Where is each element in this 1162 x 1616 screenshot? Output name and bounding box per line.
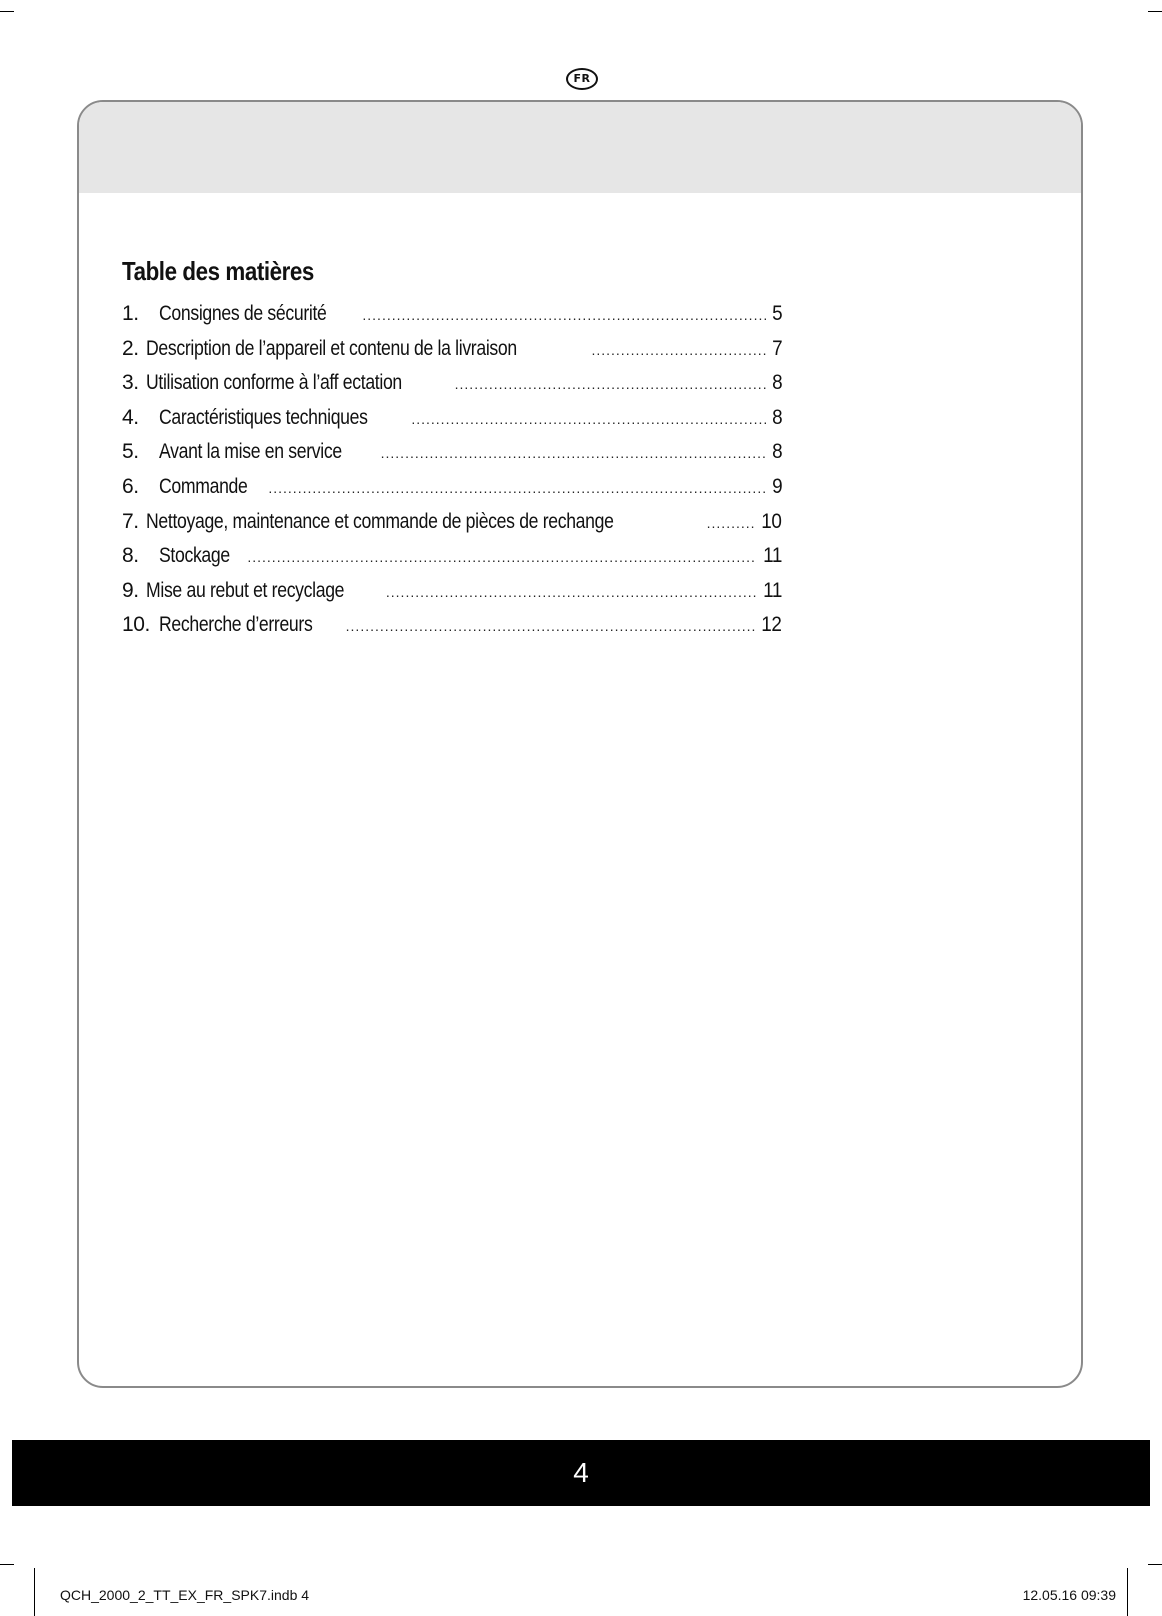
toc-entry-label: Utilisation conforme à l’aff ectation <box>146 371 402 395</box>
toc-leader <box>268 480 766 496</box>
toc-entry <box>122 371 782 406</box>
toc-entry-number: 8. <box>122 544 139 568</box>
toc-entry-page: 8 <box>771 405 782 429</box>
toc-entry-label: Nettoyage, maintenance et commande de pièces de rechange <box>146 509 614 533</box>
print-file-info: QCH_2000_2_TT_EX_FR_SPK7.indb 4 <box>60 1587 310 1603</box>
toc-leader <box>362 307 766 323</box>
toc-entry-number: 4. <box>122 405 139 429</box>
toc-entry-page: 9 <box>771 474 782 498</box>
toc-entry <box>122 440 782 475</box>
crop-mark <box>1127 1568 1128 1616</box>
toc-leader <box>247 549 757 565</box>
toc-entry <box>122 510 782 545</box>
toc-leader <box>591 342 766 358</box>
toc-entry <box>122 544 782 579</box>
toc-entry-number: 3. <box>122 371 139 395</box>
toc-entry-number: 5. <box>122 440 139 464</box>
crop-mark <box>1148 1564 1162 1565</box>
crop-mark <box>1148 11 1162 12</box>
toc-entry-label: Consignes de sécurité <box>159 302 327 325</box>
toc-entry-page: 11 <box>763 578 782 602</box>
toc-entry-label: Mise au rebut et recyclage <box>146 578 345 602</box>
crop-mark <box>0 1564 14 1565</box>
page-number-bar <box>12 1440 1150 1506</box>
toc-entry-label: Caractéristiques techniques <box>159 405 368 429</box>
toc-entry-page: 10 <box>761 509 782 533</box>
content-panel <box>77 100 1083 1388</box>
toc-entry-label: Stockage <box>159 544 230 568</box>
toc-entry-page: 8 <box>771 440 782 464</box>
toc-entry <box>122 613 782 648</box>
toc-entry-label: Commande <box>159 474 248 498</box>
toc-entry-label: Avant la mise en service <box>159 440 342 464</box>
toc-entry <box>122 579 782 614</box>
toc-entry <box>122 475 782 510</box>
panel-header-band <box>79 102 1081 193</box>
language-badge: FR <box>566 68 598 90</box>
toc-entry-number: 7. <box>122 509 139 533</box>
toc-entry <box>122 337 782 372</box>
toc-entry-number: 10. <box>122 613 150 637</box>
toc-leader <box>455 376 767 392</box>
toc-entry-number: 1. <box>122 302 139 325</box>
toc-entry-label: Recherche d’erreurs <box>159 613 313 637</box>
toc-entry-page: 5 <box>771 302 782 325</box>
crop-mark <box>0 11 14 12</box>
toc-list <box>122 302 782 648</box>
toc-entry-page: 12 <box>761 613 782 637</box>
toc-entry-number: 2. <box>122 336 139 360</box>
toc-entry <box>122 406 782 441</box>
toc-title: Table des matières <box>122 256 314 286</box>
toc-entry-page: 11 <box>763 544 782 568</box>
toc-leader <box>386 584 757 600</box>
toc-entry-number: 9. <box>122 578 139 602</box>
print-timestamp: 12.05.16 09:39 <box>1022 1587 1116 1603</box>
toc-leader <box>381 445 767 461</box>
toc-entry-page: 7 <box>771 336 782 360</box>
toc-leader <box>411 411 766 427</box>
toc-leader <box>707 515 756 531</box>
crop-mark <box>34 1568 35 1616</box>
toc-entry-number: 6. <box>122 474 139 498</box>
toc-entry <box>122 302 782 337</box>
toc-entry-page: 8 <box>771 371 782 395</box>
toc-leader <box>346 618 756 634</box>
toc-entry-label: Description de l’appareil et contenu de la livraison <box>146 336 517 360</box>
page-number: 4 <box>573 1457 589 1488</box>
